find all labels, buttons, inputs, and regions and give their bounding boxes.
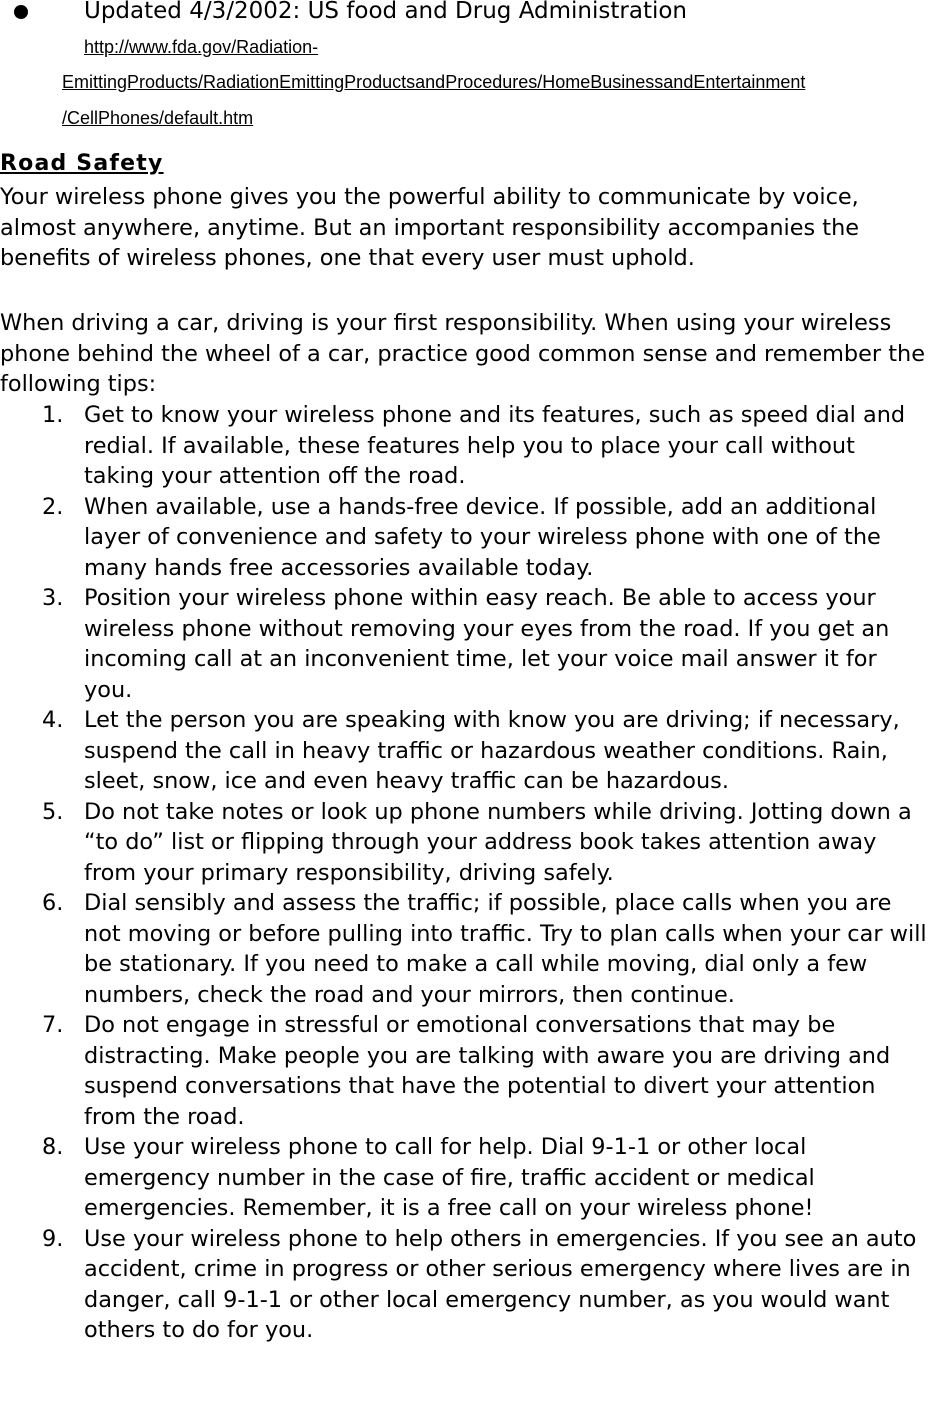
tip-item (0, 1010, 932, 1132)
fda-link-line-3[interactable]: /CellPhones/default.htm (62, 108, 254, 128)
tip-text: Use your wireless phone to call for help. Dial 9-1-1 or other local emergency number in the case of fire, traffic accident or medical emergencies. Remember, it is a free call on your wireless phone! (84, 1134, 815, 1221)
tip-text: Dial sensibly and assess the traffic; if possible, place calls when you are not moving or before pulling into traffic. Try to plan calls when your car will be stationary. If you need to make a call while moving, dial only a few numbers, check the road and your mirrors, then continue. (84, 890, 927, 1008)
tip-item (0, 1132, 932, 1224)
tip-text: Do not take notes or look up phone numbers while driving. Jotting down a “to do” list or flipping through your address book takes attention away from your primary responsibility, driving safely. (84, 798, 912, 886)
bullet-dot-icon (14, 5, 28, 19)
tip-item (0, 492, 932, 584)
tip-item (0, 888, 932, 1010)
tip-number: 6. (42, 890, 64, 916)
driving-paragraph: When driving a car, driving is your first responsibility. When using your wireless phone behind the wheel of a car, practice good common sense and remember the following tips: (0, 310, 925, 397)
fda-link-line-1[interactable]: http://www.fda.gov/Radiation- (84, 37, 319, 57)
tip-item (0, 705, 932, 797)
tip-number: 7. (42, 1012, 64, 1038)
tip-number: 2. (42, 493, 64, 520)
tip-text: Use your wireless phone to help others in emergencies. If you see an auto accident, crime in progress or other serious emergency where lives are in danger, call 9-1-1 or other local emergency number, as you would want others to do for you. (84, 1225, 917, 1343)
tip-text: Do not engage in stressful or emotional conversations that may be distracting. Make people you are talking with aware you are driving and suspend conversations that have the potential to divert your attention from the road. (84, 1012, 891, 1130)
tip-item (0, 583, 932, 705)
tip-text: Position your wireless phone within easy reach. Be able to access your wireless phone without removing your eyes from the road. If you get an incoming call at an inconvenient time, let your voice mail answer it for you. (84, 585, 890, 703)
section-heading: Road Safety (0, 151, 164, 176)
fda-link-line-2[interactable]: EmittingProducts/RadiationEmittingProductsandProcedures/HomeBusinessandEntertainment (62, 72, 806, 92)
tip-item (0, 1224, 932, 1346)
tip-text: When available, use a hands-free device. If possible, add an additional layer of convenience and safety to your wireless phone with one of the many hands free accessories available today. (84, 493, 881, 581)
tip-item (0, 797, 932, 889)
tips-list (0, 400, 933, 1346)
tip-number: 5. (42, 798, 64, 825)
tip-number: 1. (42, 402, 64, 428)
tip-number: 9. (42, 1225, 64, 1252)
fda-update-text: Updated 4/3/2002: US food and Drug Administration (84, 0, 687, 24)
tip-text: Let the person you are speaking with know you are driving; if necessary, suspend the call in heavy traffic or hazardous weather conditions. Rain, sleet, snow, ice and even heavy traffic can be hazardous. (84, 707, 900, 794)
intro-paragraph: Your wireless phone gives you the powerful ability to communicate by voice, almost anywhere, anytime. But an important responsibility accompanies the benefits of wireless phones, one that every user must uphold. (0, 184, 860, 271)
tip-item (0, 400, 932, 492)
tip-number: 8. (42, 1134, 64, 1160)
tip-number: 3. (42, 585, 64, 611)
tip-number: 4. (42, 707, 64, 733)
tip-text: Get to know your wireless phone and its features, such as speed dial and redial. If available, these features help you to place your call without taking your attention off the road. (84, 402, 906, 489)
